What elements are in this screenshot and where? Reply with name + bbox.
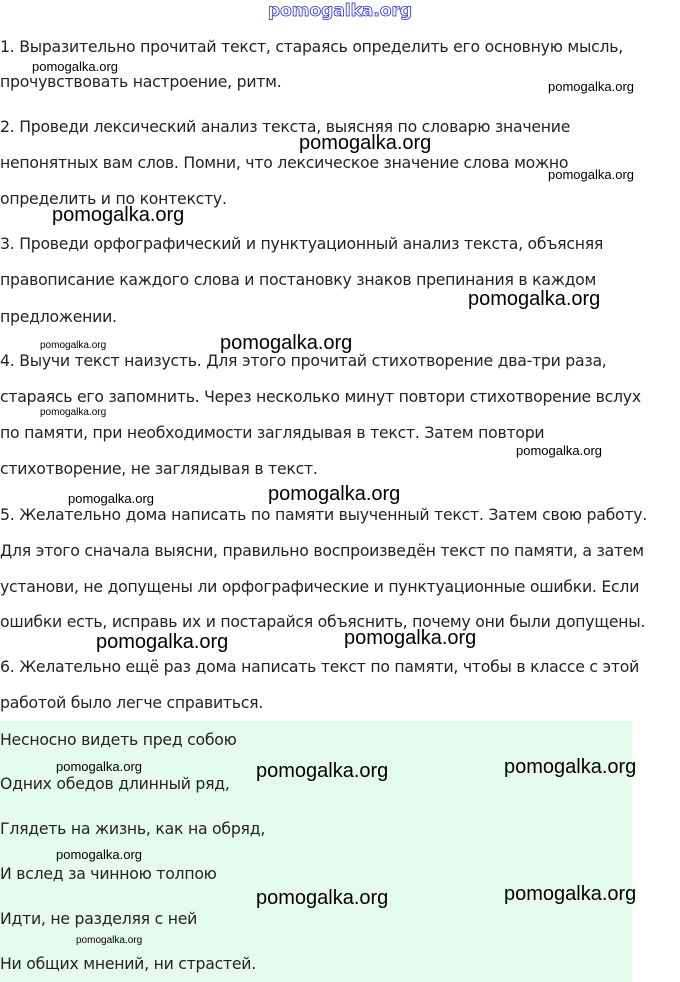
watermark: pomogalka.org (504, 756, 637, 778)
poem-line: Глядеть на жизнь, как на обряд, (0, 819, 266, 838)
watermark: pomogalka.org (268, 483, 401, 505)
poem-line: Одних обедов длинный ряд, (0, 774, 230, 793)
watermark: pomogalka.org (56, 759, 142, 774)
watermark: pomogalka.org (52, 204, 185, 226)
instruction-line: стихотворение, не заглядывая в текст. (0, 459, 318, 478)
watermark: pomogalka.org (76, 935, 143, 946)
poem-line: Ни общих мнений, ни страстей. (0, 954, 256, 973)
instruction-line: установи, не допущены ли орфографические и пунктуационные ошибки. Если (0, 577, 640, 596)
instruction-line: 3. Проведи орфографический и пунктуационный анализ текста, объясняя (0, 234, 604, 253)
watermark: pomogalka.org (68, 491, 154, 506)
instruction-line: стараясь его запомнить. Через несколько минут повтори стихотворение вслух (0, 387, 641, 406)
instruction-line: ошибки есть, исправь их и постарайся объяснить, почему они были допущены. (0, 612, 646, 631)
instruction-line: по памяти, при необходимости заглядывая в текст. Затем повтори (0, 423, 545, 442)
instruction-line: 1. Выразительно прочитай текст, стараясь определить его основную мысль, (0, 37, 624, 56)
instruction-line: непонятных вам слов. Помни, что лексическое значение слова можно (0, 153, 569, 172)
watermark: pomogalka.org (516, 443, 602, 458)
watermark: pomogalka.org (40, 340, 107, 351)
watermark: pomogalka.org (256, 760, 389, 782)
instruction-line: 2. Проведи лексический анализ текста, выясняя по словарю значение (0, 117, 571, 136)
watermark: pomogalka.org (548, 167, 634, 182)
watermark: pomogalka.org (96, 631, 229, 653)
watermark: pomogalka.org (504, 883, 637, 905)
poem-line: И вслед за чинною толпою (0, 864, 217, 883)
instruction-line: прочувствовать настроение, ритм. (0, 72, 282, 91)
watermark: pomogalka.org (468, 288, 601, 310)
instruction-line: 5. Желательно дома написать по памяти выученный текст. Затем свою работу. (0, 505, 648, 524)
watermark: pomogalka.org (299, 132, 432, 154)
watermark: pomogalka.org (548, 79, 634, 94)
instruction-line: 6. Желательно ещё раз дома написать текст по памяти, чтобы в классе с этой (0, 657, 640, 676)
watermark: pomogalka.org (32, 59, 118, 74)
watermark: pomogalka.org (256, 887, 389, 909)
instruction-line: 4. Выучи текст наизусть. Для этого прочитай стихотворение два-три раза, (0, 351, 607, 370)
instruction-line: предложении. (0, 307, 117, 326)
watermark: pomogalka.org (56, 847, 142, 862)
poem-line: Несносно видеть пред собою (0, 730, 237, 749)
instruction-line: определить и по контексту. (0, 189, 227, 208)
instruction-line: правописание каждого слова и постановку знаков препинания в каждом (0, 270, 597, 289)
watermark: pomogalka.org (220, 332, 353, 354)
poem-line: Идти, не разделяя с ней (0, 909, 198, 928)
instruction-line: Для этого сначала выясни, правильно воспроизведён текст по памяти, а затем (0, 541, 644, 560)
watermark: pomogalka.org (40, 407, 107, 418)
site-header: pomogalka.org (267, 1, 413, 21)
instruction-line: работой было легче справиться. (0, 693, 264, 712)
watermark: pomogalka.org (344, 627, 477, 649)
